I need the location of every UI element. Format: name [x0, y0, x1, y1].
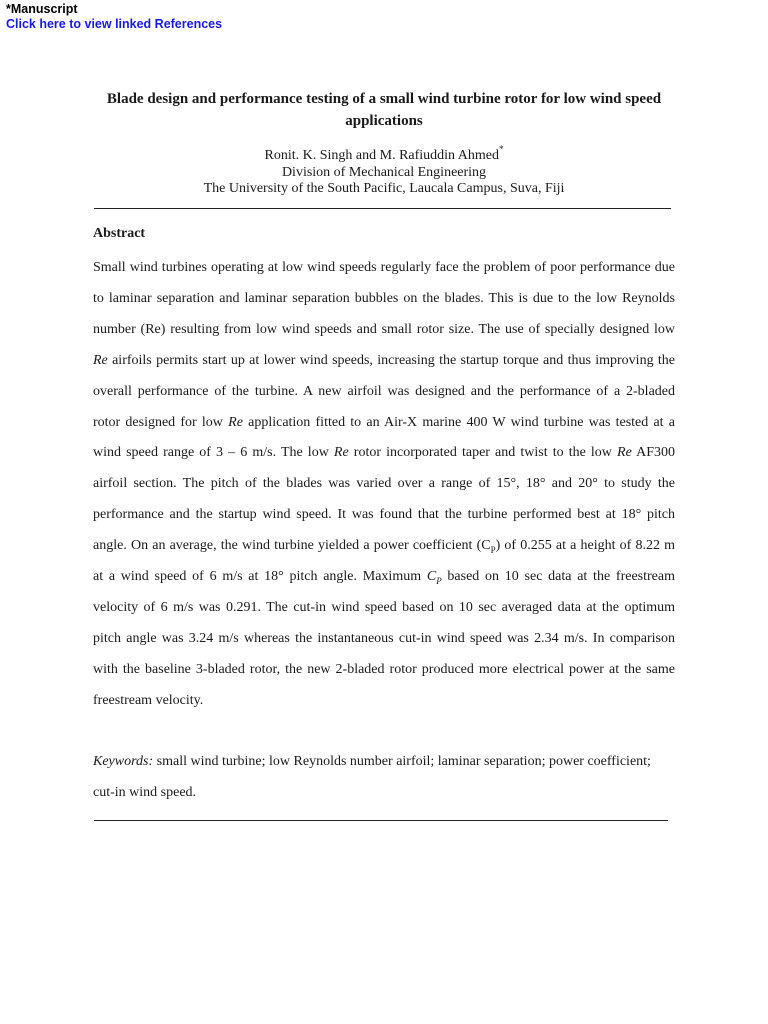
- keywords-label: Keywords:: [93, 754, 154, 769]
- italic-symbol: Re: [93, 352, 108, 368]
- keywords-text: small wind turbine; low Reynolds number airfoil; laminar separation; power coefficient;: [153, 754, 651, 769]
- text-run: application fitted to an Air-X marine 400 W wind turbine was tested at a: [242, 414, 675, 430]
- manuscript-label: *Manuscript: [6, 2, 78, 16]
- text-run: airfoils permits start up at lower wind speeds, increasing the startup torque and thus improving the: [107, 352, 675, 368]
- abstract-line: [93, 593, 675, 624]
- paper-title: Blade design and performance testing of a small wind turbine rotor for low wind speed applications: [106, 91, 662, 129]
- text-run: rotor designed for low: [93, 414, 229, 430]
- abstract-line: [93, 253, 675, 284]
- abstract-line: [93, 346, 675, 377]
- italic-symbol: Re: [333, 445, 349, 461]
- abstract-heading: Abstract: [93, 226, 146, 241]
- text-run: at a wind speed of 6 m/s at 18° pitch angle. Maximum: [93, 569, 427, 585]
- abstract-line: [93, 624, 675, 655]
- abstract-line: [93, 500, 675, 531]
- abstract-line: [93, 315, 675, 346]
- subscript: P: [490, 544, 496, 555]
- keywords-line: cut-in wind speed.: [93, 785, 197, 800]
- abstract-line: [93, 686, 675, 717]
- author-list: Ronit. K. Singh and M. Rafiuddin Ahmed: [264, 148, 499, 163]
- italic-symbol: Re: [228, 414, 243, 430]
- text-run: based on 10 sec data at the freestream: [441, 569, 675, 585]
- text-run: AF300: [631, 445, 676, 461]
- affiliation-division: Division of Mechanical Engineering: [281, 164, 487, 180]
- text-run: Small wind turbines operating at low wind speeds regularly face the problem of poor performance due: [93, 260, 675, 275]
- abstract-line: [93, 531, 675, 562]
- abstract-line: [93, 469, 675, 500]
- corresponding-author-mark: *: [499, 144, 504, 154]
- author-names: [90, 144, 678, 165]
- abstract-line: [93, 284, 675, 315]
- text-run: overall performance of the turbine. A new airfoil was designed and the performance of a 2-bladed: [93, 383, 675, 399]
- subscript: P: [436, 575, 442, 586]
- abstract-body: [93, 253, 675, 717]
- text-run: velocity of 6 m/s was 0.291. The cut-in wind speed based on 10 sec averaged data at the optimum: [93, 599, 675, 615]
- header-divider: [94, 208, 671, 209]
- text-run: performance and the startup wind speed. It was found that the turbine performed best at 18° pitch: [93, 507, 675, 523]
- submission-header: [6, 2, 222, 32]
- view-references-link[interactable]: Click here to view linked References: [6, 17, 223, 31]
- keywords-line: [93, 746, 683, 777]
- text-run: with the baseline 3-bladed rotor, the new 2-bladed rotor produced more electrical power at the same: [93, 661, 675, 677]
- text-run: ) of 0.255 at a height of 8.22 m: [495, 538, 676, 554]
- author-block: [90, 144, 678, 198]
- text-run: pitch angle was 3.24 m/s whereas the instantaneous cut-in wind speed was 2.34 m/s. In comparison: [93, 630, 675, 646]
- italic-symbol: C: [426, 569, 437, 585]
- italic-symbol: Re: [617, 445, 632, 461]
- text-run: to laminar separation and laminar separation bubbles on the blades. This is due to the low Reynolds: [93, 290, 675, 306]
- text-run: airfoil section. The pitch of the blades was varied over a range of 15°, 18° and 20° to study the: [93, 476, 675, 492]
- text-run: number (Re) resulting from low wind speeds and small rotor size. The use of specially designed low: [93, 321, 675, 337]
- abstract-line: [93, 408, 675, 439]
- section-divider: [94, 820, 668, 821]
- abstract-line: [93, 655, 675, 686]
- text-run: angle. On an average, the wind turbine yielded a power coefficient (C: [93, 538, 491, 554]
- abstract-line: [93, 438, 675, 469]
- abstract-line: [93, 562, 675, 593]
- text-run: rotor incorporated taper and twist to the low: [348, 445, 618, 461]
- abstract-line: [93, 377, 675, 408]
- text-run: freestream velocity.: [93, 692, 204, 708]
- affiliation-university: The University of the South Pacific, Laucala Campus, Suva, Fiji: [203, 181, 565, 196]
- keywords-block: [93, 746, 683, 808]
- text-run: wind speed range of 3 – 6 m/s. The low: [93, 445, 334, 461]
